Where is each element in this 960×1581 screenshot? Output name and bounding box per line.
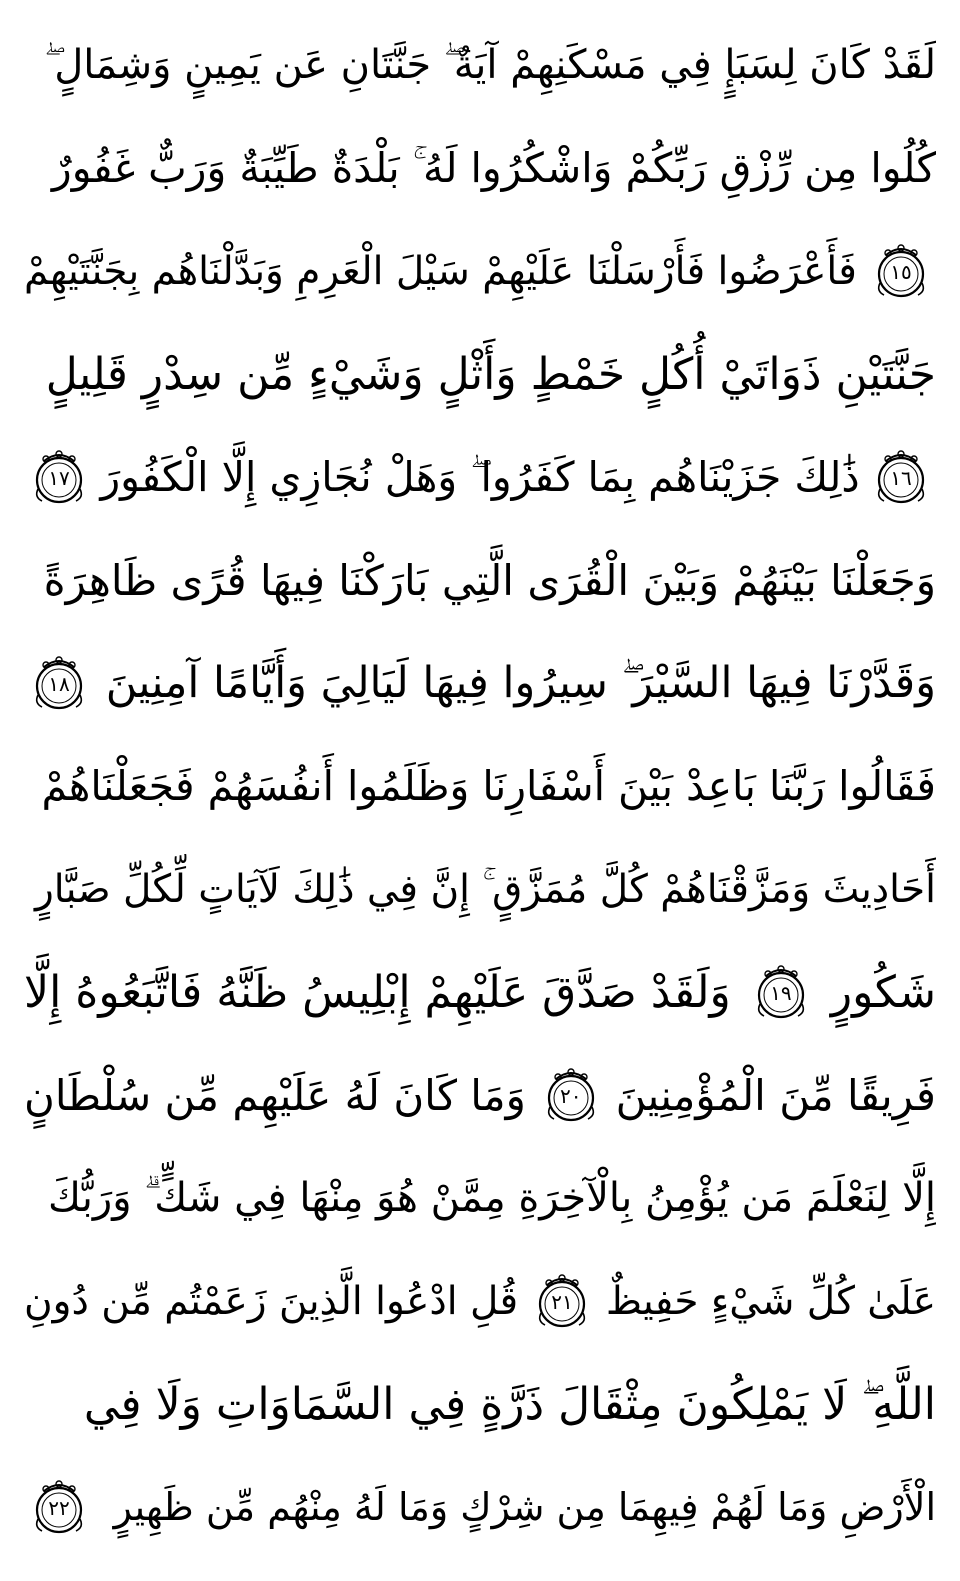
text-line xyxy=(24,117,936,220)
verse-text: لَقَدْ كَانَ لِسَبَإٍ فِي مَسْكَنِهِمْ آيَةٌ ۖ جَنَّتَانِ عَن يَمِينٍ وَشِمَالٍ ۖ xyxy=(44,42,936,88)
text-line xyxy=(24,426,936,529)
verse-text: جَنَّتَيْنِ ذَوَاتَيْ أُكُلٍ خَمْطٍ وَأَثْلٍ وَشَيْءٍ مِّن سِدْرٍ قَلِيلٍ xyxy=(45,349,936,400)
text-line xyxy=(24,1044,936,1147)
ayah-number: ١٧ xyxy=(48,465,70,490)
text-line xyxy=(24,529,936,632)
ayah-number-marker-icon xyxy=(870,241,932,303)
ayah-number: ١٥ xyxy=(890,259,912,284)
text-line xyxy=(24,1147,936,1250)
ayah-number-marker-icon xyxy=(750,962,812,1024)
ayah-number: ٢٠ xyxy=(560,1083,582,1108)
verse-text: اللَّهِ ۖ لَا يَمْلِكُونَ مِثْقَالَ ذَرَّةٍ فِي السَّمَاوَاتِ وَلَا فِي xyxy=(83,1379,936,1430)
verse-text: كُلُوا مِن رِّزْقِ رَبِّكُمْ وَاشْكُرُوا لَهُ ۚ بَلْدَةٌ طَيِّبَةٌ وَرَبٌّ غَفُورٌ xyxy=(51,144,936,192)
verse-text: وَجَعَلْنَا بَيْنَهُمْ وَبَيْنَ الْقُرَى الَّتِي بَارَكْنَا فِيهَا قُرًى ظَاهِرَةً xyxy=(43,556,936,605)
verse-text: عَلَىٰ كُلِّ شَيْءٍ حَفِيظٌ xyxy=(605,1279,936,1324)
text-line xyxy=(24,1250,936,1353)
ayah-number-marker-icon xyxy=(28,653,90,715)
ayah-number: ٢٢ xyxy=(48,1495,70,1520)
text-line xyxy=(24,14,936,117)
verse-text: الْأَرْضِ وَمَا لَهُمْ فِيهِمَا مِن شِرْكٍ وَمَا لَهُ مِنْهُم مِّن ظَهِيرٍ xyxy=(113,1485,936,1529)
ayah-number: ١٦ xyxy=(890,465,912,490)
ayah-number: ١٩ xyxy=(770,980,792,1005)
ayah-number: ٢١ xyxy=(551,1289,573,1314)
text-line xyxy=(24,735,936,838)
ayah-number-marker-icon xyxy=(531,1271,593,1333)
verse-text: فَأَعْرَضُوا فَأَرْسَلْنَا عَلَيْهِمْ سَيْلَ الْعَرِمِ وَبَدَّلْنَاهُم بِجَنَّتَيْهِمْ xyxy=(24,249,857,294)
ayah-number-marker-icon xyxy=(28,447,90,509)
text-line xyxy=(24,220,936,323)
verse-text: شَكُورٍ xyxy=(830,967,936,1018)
verse-text: فَقَالُوا رَبَّنَا بَاعِدْ بَيْنَ أَسْفَارِنَا وَظَلَمُوا أَنفُسَهُمْ فَجَعَلْنَاهُمْ xyxy=(41,762,936,810)
text-line xyxy=(24,1353,936,1456)
text-line xyxy=(24,838,936,941)
verse-text: ذَٰلِكَ جَزَيْنَاهُم بِمَا كَفَرُوا ۖ وَهَلْ نُجَازِي إِلَّا الْكَفُورَ xyxy=(100,453,860,501)
verse-text: فَرِيقًا مِّنَ الْمُؤْمِنِينَ xyxy=(615,1071,936,1120)
ayah-number-marker-icon xyxy=(28,1477,90,1539)
text-line xyxy=(24,323,936,426)
verse-text: أَحَادِيثَ وَمَزَّقْنَاهُمْ كُلَّ مُمَزَّقٍ ۚ إِنَّ فِي ذَٰلِكَ لَآيَاتٍ لِّكُلِّ صَبَّارٍ xyxy=(34,867,936,912)
verse-text: وَلَقَدْ صَدَّقَ عَلَيْهِمْ إِبْلِيسُ ظَنَّهُ فَاتَّبَعُوهُ إِلَّا xyxy=(24,967,731,1018)
ayah-number-marker-icon xyxy=(870,447,932,509)
verse-text: إِلَّا لِنَعْلَمَ مَن يُؤْمِنُ بِالْآخِرَةِ مِمَّنْ هُوَ مِنْهَا فِي شَكٍّ ۗ وَرَبُّكَ xyxy=(48,1175,936,1221)
verse-text: وَمَا كَانَ لَهُ عَلَيْهِم مِّن سُلْطَانٍ xyxy=(24,1071,526,1120)
text-line xyxy=(24,941,936,1044)
verse-text: وَقَدَّرْنَا فِيهَا السَّيْرَ ۖ سِيرُوا فِيهَا لَيَالِيَ وَأَيَّامًا آمِنِينَ xyxy=(105,658,936,708)
ayah-number: ١٨ xyxy=(48,671,70,696)
ayah-number-marker-icon xyxy=(540,1065,602,1127)
text-line xyxy=(24,632,936,735)
verse-text: قُلِ ادْعُوا الَّذِينَ زَعَمْتُم مِّن دُونِ xyxy=(24,1279,519,1324)
text-line xyxy=(24,1456,936,1559)
